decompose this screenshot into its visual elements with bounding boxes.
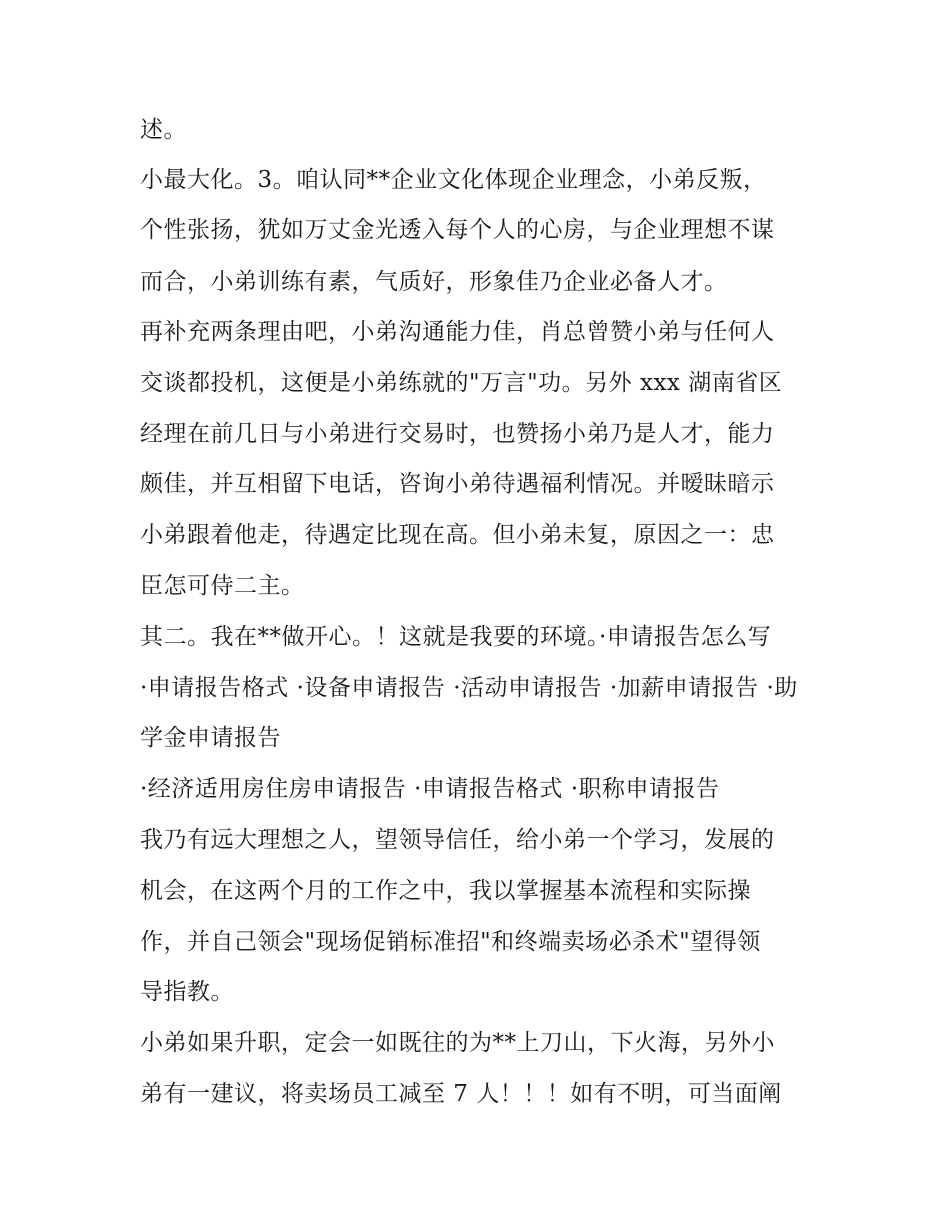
text-line: ·经济适用房住房申请报告 ·申请报告格式 ·职称申请报告 xyxy=(140,776,720,802)
text-line: 导指教。 xyxy=(140,979,234,1005)
text-line: 小弟跟着他走，待遇定比现在高。但小弟未复，原因之一：忠 xyxy=(140,522,775,548)
text-line: 机会，在这两个月的工作之中，我以掌握基本流程和实际操 xyxy=(140,878,751,904)
text-line: 臣怎可侍二主。 xyxy=(140,573,305,599)
text-line: 颇佳，并互相留下电话，咨询小弟待遇福利情况。并暧昧暗示 xyxy=(140,471,775,497)
text-line: 再补充两条理由吧，小弟沟通能力佳，肖总曾赞小弟与任何人 xyxy=(140,319,775,345)
text-line: 小最大化。3。咱认同**企业文化体现企业理念，小弟反叛， xyxy=(140,167,767,193)
text-line: 学金申请报告 xyxy=(140,725,281,751)
text-line: 个性张扬，犹如万丈金光透入每个人的心房，与企业理想不谋 xyxy=(140,217,775,243)
text-line: 述。 xyxy=(140,117,187,143)
text-line: 经理在前几日与小弟进行交易时，也赞扬小弟乃是人才，能力 xyxy=(140,421,775,447)
text-line: 小弟如果升职，定会一如既往的为**上刀山，下火海，另外小 xyxy=(140,1030,775,1056)
text-line: 我乃有远大理想之人，望领导信任，给小弟一个学习，发展的 xyxy=(140,827,775,853)
text-line: 其二。我在**做开心。！这就是我要的环境。·申请报告怎么写 xyxy=(140,624,772,650)
text-line: 交谈都投机，这便是小弟练就的"万言"功。另外 xxx 湖南省区 xyxy=(140,370,783,396)
text-line: 作，并自己领会"现场促销标准招"和终端卖场必杀术"望得领 xyxy=(140,929,761,955)
text-line: ·申请报告格式 ·设备申请报告 ·活动申请报告 ·加薪申请报告 ·助 xyxy=(140,675,798,701)
text-line: 弟有一建议，将卖场员工减至 7 人！！！如有不明，可当面阐 xyxy=(140,1081,782,1107)
text-line: 而合，小弟训练有素，气质好，形象佳乃企业必备人才。 xyxy=(140,269,728,295)
